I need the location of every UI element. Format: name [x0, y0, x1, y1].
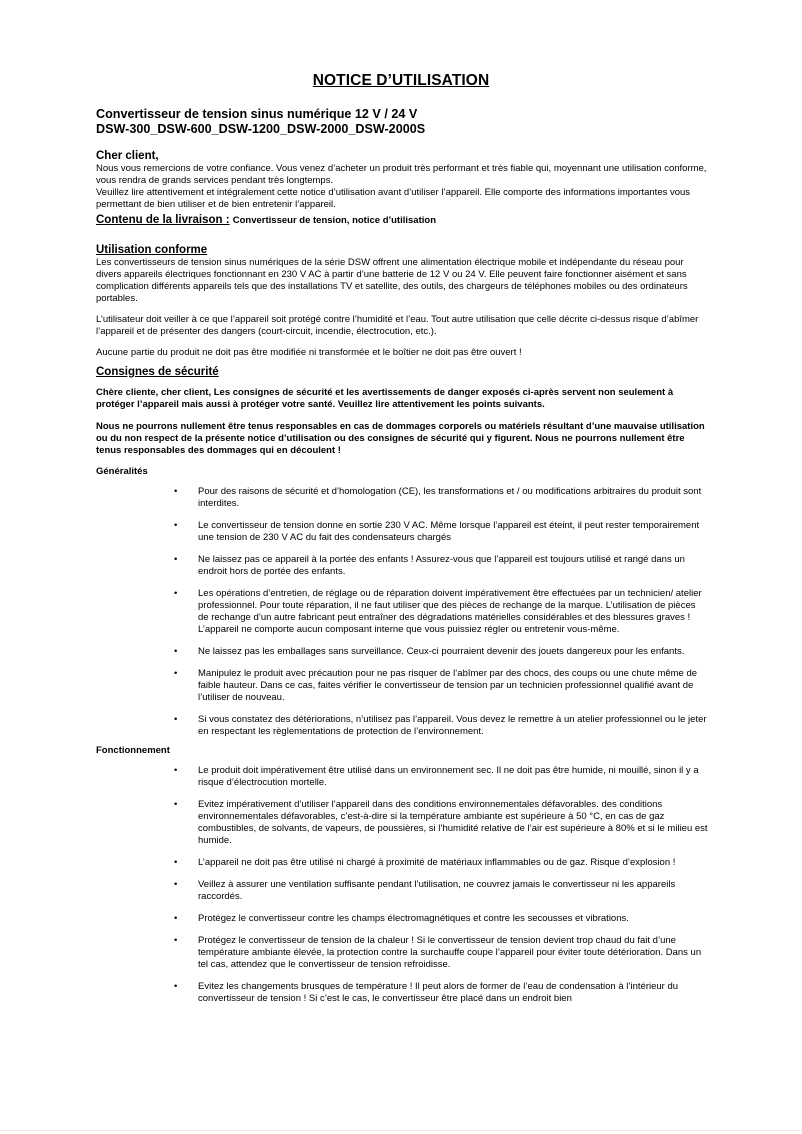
delivery-contents — [96, 214, 708, 227]
list-item-text: Manipulez le produit avec précaution pour ne pas risquer de l’abîmer par des chocs, des coups ou une chute même de faible hauteur. Dans ce cas, faites vérifier le convertisseur de tension par un technicien professionnel qualifié avant de l’utiliser de nouveau. — [198, 668, 698, 703]
list-item-text: L’appareil ne comporte aucun composant interne que vous puissiez régler ou entretenir vous-même. — [198, 624, 620, 635]
bullet-icon: • — [174, 879, 178, 890]
bullet-icon: • — [174, 486, 178, 497]
list-item-text: Les opérations d’entretien, de réglage ou de réparation doivent impérativement être effectuées par un technicien/ atelier professionnel. Pour toute réparation, il ne faut utiliser que des pièces de rechange de la marque. L’utilisation de pièces de rechange d’un autre fabricant peut entraîner des dégradations matérielles considérables et des blessures graves ! — [198, 588, 702, 623]
list-item — [96, 554, 708, 578]
usage-paragraph-1: Les convertisseurs de tension sinus numériques de la série DSW offrent une alimentation électrique mobile et indépendante du réseau pour divers appareils électriques fonctionnant en 230 V AC à partir d’une batterie de 12 V ou 24 V. Elle peuvent faire fonctionner aisément et sans complication différents appareils tels que des installations TV et satellite, des outils, des chargeurs de téléphones mobiles ou des ordinateurs portables. — [96, 257, 688, 304]
list-item-text: Protégez le convertisseur contre les champs électromagnétiques et contre les secousses et vibrations. — [198, 913, 629, 924]
bullet-icon: • — [174, 913, 178, 924]
bullet-icon: • — [174, 935, 178, 946]
list-item-text: Ne laissez pas les emballages sans surveillance. Ceux-ci pourraient devenir des jouets dangereux pour les enfants. — [198, 646, 685, 657]
safety-warning-1: Chère cliente, cher client, Les consignes de sécurité et les avertissements de danger exposés ci-après servent non seulement à protéger l’appareil mais aussi à protéger votre santé. Veuillez lire attentivement les points suivants. — [96, 387, 674, 410]
list-item-text: Evitez les changements brusques de température ! Il peut alors de former de l’eau de condensation à l’intérieur du convertisseur de tension ! Si c’est le cas, le convertisseur être placé dans un endroit bien — [198, 981, 679, 1004]
list-item — [96, 857, 708, 869]
list-item — [96, 879, 708, 903]
bullet-icon: • — [174, 646, 178, 657]
bullet-icon: • — [174, 799, 178, 810]
safety-warning-2: Nous ne pourrons nullement être tenus responsables en cas de dommages corporels ou matériels résultant d’une mauvaise utilisation ou du non respect de la présente notice d’utilisation ou des consignes de sécurité qui y figurent. Nous ne pourrons nullement être tenus responsables des dommages qui en découlent ! — [96, 421, 705, 456]
list-item-text: Pour des raisons de sécurité et d’homologation (CE), les transformations et / ou modifications arbitraires du produit sont interdites. — [198, 486, 702, 509]
list-item — [96, 646, 708, 658]
operation-heading: Fonctionnement — [96, 745, 170, 756]
bullet-icon: • — [174, 520, 178, 531]
product-title — [96, 107, 708, 137]
product-models: DSW-300_DSW-600_DSW-1200_DSW-2000_DSW-2000S — [96, 122, 426, 136]
greeting-paragraph-1: Nous vous remercions de votre confiance. Vous venez d’acheter un produit très performant et très fiable qui, moyennant une utilisation conforme, vous rendra de grands services pendant très longtemps. — [96, 163, 707, 186]
document-body — [96, 107, 708, 1015]
list-item-text: Le produit doit impérativement être utilisé dans un environnement sec. Il ne doit pas être humide, ni mouillé, sinon il y a risque d’électrocution mortelle. — [198, 765, 699, 788]
list-item-text: L’appareil ne doit pas être utilisé ni chargé à proximité de matériaux inflammables ou de gaz. Risque d’explosion ! — [198, 857, 676, 868]
general-heading: Généralités — [96, 466, 148, 477]
list-item-text: Protégez le convertisseur de tension de la chaleur ! Si le convertisseur de tension devient trop chaud du fait d’une température ambiante élevée, la protection contre la surchauffe coupe l’appareil pour éviter toute détérioration. Dans un tel cas, attendez que le convertisseur de tension refroidisse. — [198, 935, 702, 970]
list-item — [96, 588, 708, 636]
document-title: NOTICE D’UTILISATION — [312, 72, 490, 89]
list-item — [96, 486, 708, 510]
product-name: Convertisseur de tension sinus numérique 12 V / 24 V — [96, 107, 418, 121]
bullet-icon: • — [174, 981, 178, 992]
list-item-text: Le convertisseur de tension donne en sortie 230 V AC. Même lorsque l’appareil est éteint, il peut rester temporairement une tension de 230 V AC du fait des condensateurs chargés — [198, 520, 700, 543]
bullet-icon: • — [174, 668, 178, 679]
bullet-icon: • — [174, 588, 178, 599]
usage-paragraph-2: L’utilisateur doit veiller à ce que l’appareil soit protégé contre l’humidité et l’eau. Tout autre utilisation que celle décrite ci-dessus risque d’abîmer l’appareil et de présenter des dangers (court-circuit, incendie, électrocution, etc.). — [96, 314, 699, 337]
list-item-text: Si vous constatez des détériorations, n’utilisez pas l’appareil. Vous devez le remettre à un atelier professionnel ou le jeter en respectant les règlementations de protection de l’environnement. — [198, 714, 707, 737]
delivery-contents-label: Contenu de la livraison : — [96, 214, 230, 226]
list-item-text: Evitez impérativement d’utiliser l’appareil dans des conditions environnementales défavorables. des conditions environnementales défavorables, c’est-à-dire si la température ambiante est supérieure à 50 °C, en cas de gaz combustibles, de solvants, de vapeurs, de poussières, si l’humidité relative de l’air est supérieure à 80% et si le milieu est humide. — [198, 799, 708, 846]
list-item — [96, 520, 708, 544]
list-item-text: Veillez à assurer une ventilation suffisante pendant l’utilisation, ne couvrez jamais le convertisseur ni les appareils raccordés. — [198, 879, 676, 902]
general-list — [96, 486, 708, 738]
bullet-icon: • — [174, 554, 178, 565]
usage-heading: Utilisation conforme — [96, 244, 208, 256]
safety-heading: Consignes de sécurité — [96, 366, 219, 378]
list-item-text: Ne laissez pas ce appareil à la portée des enfants ! Assurez-vous que l’appareil est toujours utilisé et rangé dans un endroit hors de portée des enfants. — [198, 554, 685, 577]
page-bottom-divider — [0, 1130, 802, 1131]
list-item — [96, 714, 708, 738]
bullet-icon: • — [174, 857, 178, 868]
list-item — [96, 765, 708, 789]
greeting-paragraph-2: Veuillez lire attentivement et intégralement cette notice d’utilisation avant d’utiliser l’appareil. Elle comporte des informations importantes vous permettant de bien utiliser et de bien entretenir l’appareil. — [96, 187, 691, 210]
list-item — [96, 668, 708, 704]
list-item — [96, 799, 708, 847]
list-item — [96, 913, 708, 925]
delivery-contents-value: Convertisseur de tension, notice d’utilisation — [232, 215, 436, 226]
operation-list — [96, 765, 708, 1005]
list-item — [96, 981, 708, 1005]
bullet-icon: • — [174, 714, 178, 725]
usage-paragraph-3: Aucune partie du produit ne doit pas être modifiée ni transformée et le boîtier ne doit pas être ouvert ! — [96, 347, 522, 358]
greeting-heading: Cher client, — [96, 150, 159, 162]
bullet-icon: • — [174, 765, 178, 776]
list-item — [96, 935, 708, 971]
